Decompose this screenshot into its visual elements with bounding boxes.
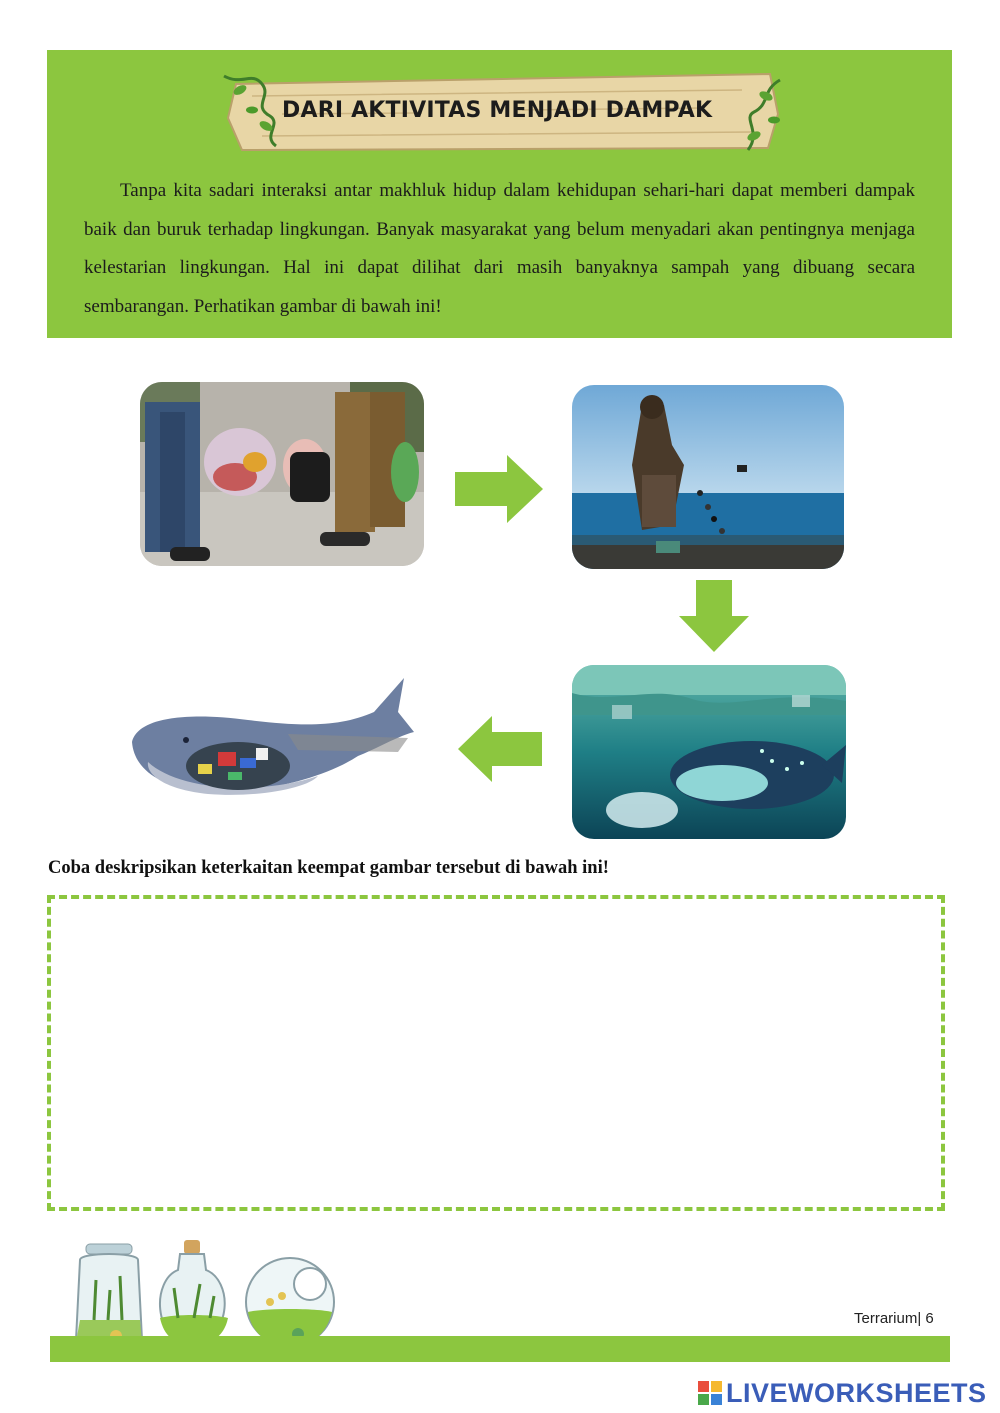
arrow-down-icon: [679, 580, 749, 652]
footer-page-label: Terrarium| 6: [854, 1310, 934, 1327]
photo-whale-shark-plastic: [572, 665, 846, 839]
photo-plastic-bags: [140, 382, 424, 566]
page-title: DARI AKTIVITAS MENJADI DAMPAK: [282, 97, 713, 123]
answer-input[interactable]: [47, 895, 945, 1211]
liveworksheets-logo[interactable]: [698, 1378, 987, 1408]
question-text: Coba deskripsikan keterkaitan keempat gambar tersebut di bawah ini!: [48, 858, 609, 878]
liveworksheets-logo-icon: [698, 1381, 722, 1405]
arrow-right-icon: [455, 455, 543, 523]
photo-dumping-trash: [572, 385, 844, 569]
intro-paragraph: [84, 172, 915, 326]
illustration-whale-plastic: [128, 672, 418, 798]
liveworksheets-brand: LIVEWORKSHEETS: [726, 1377, 987, 1408]
footer-bar: [50, 1336, 950, 1362]
arrow-left-icon: [458, 716, 542, 782]
intro-text: Tanpa kita sadari interaksi antar makhluk hidup dalam kehidupan sehari-hari dapat memberi dampak baik dan buruk terhadap lingkungan. Banyak masyarakat yang belum menyadari akan pentingnya menjaga kelestarian lingkungan. Hal ini dapat dilihat dari masih banyaknya sampah yang dibuang secara sembarangan. Perhatikan gambar di bawah ini!: [84, 180, 915, 317]
